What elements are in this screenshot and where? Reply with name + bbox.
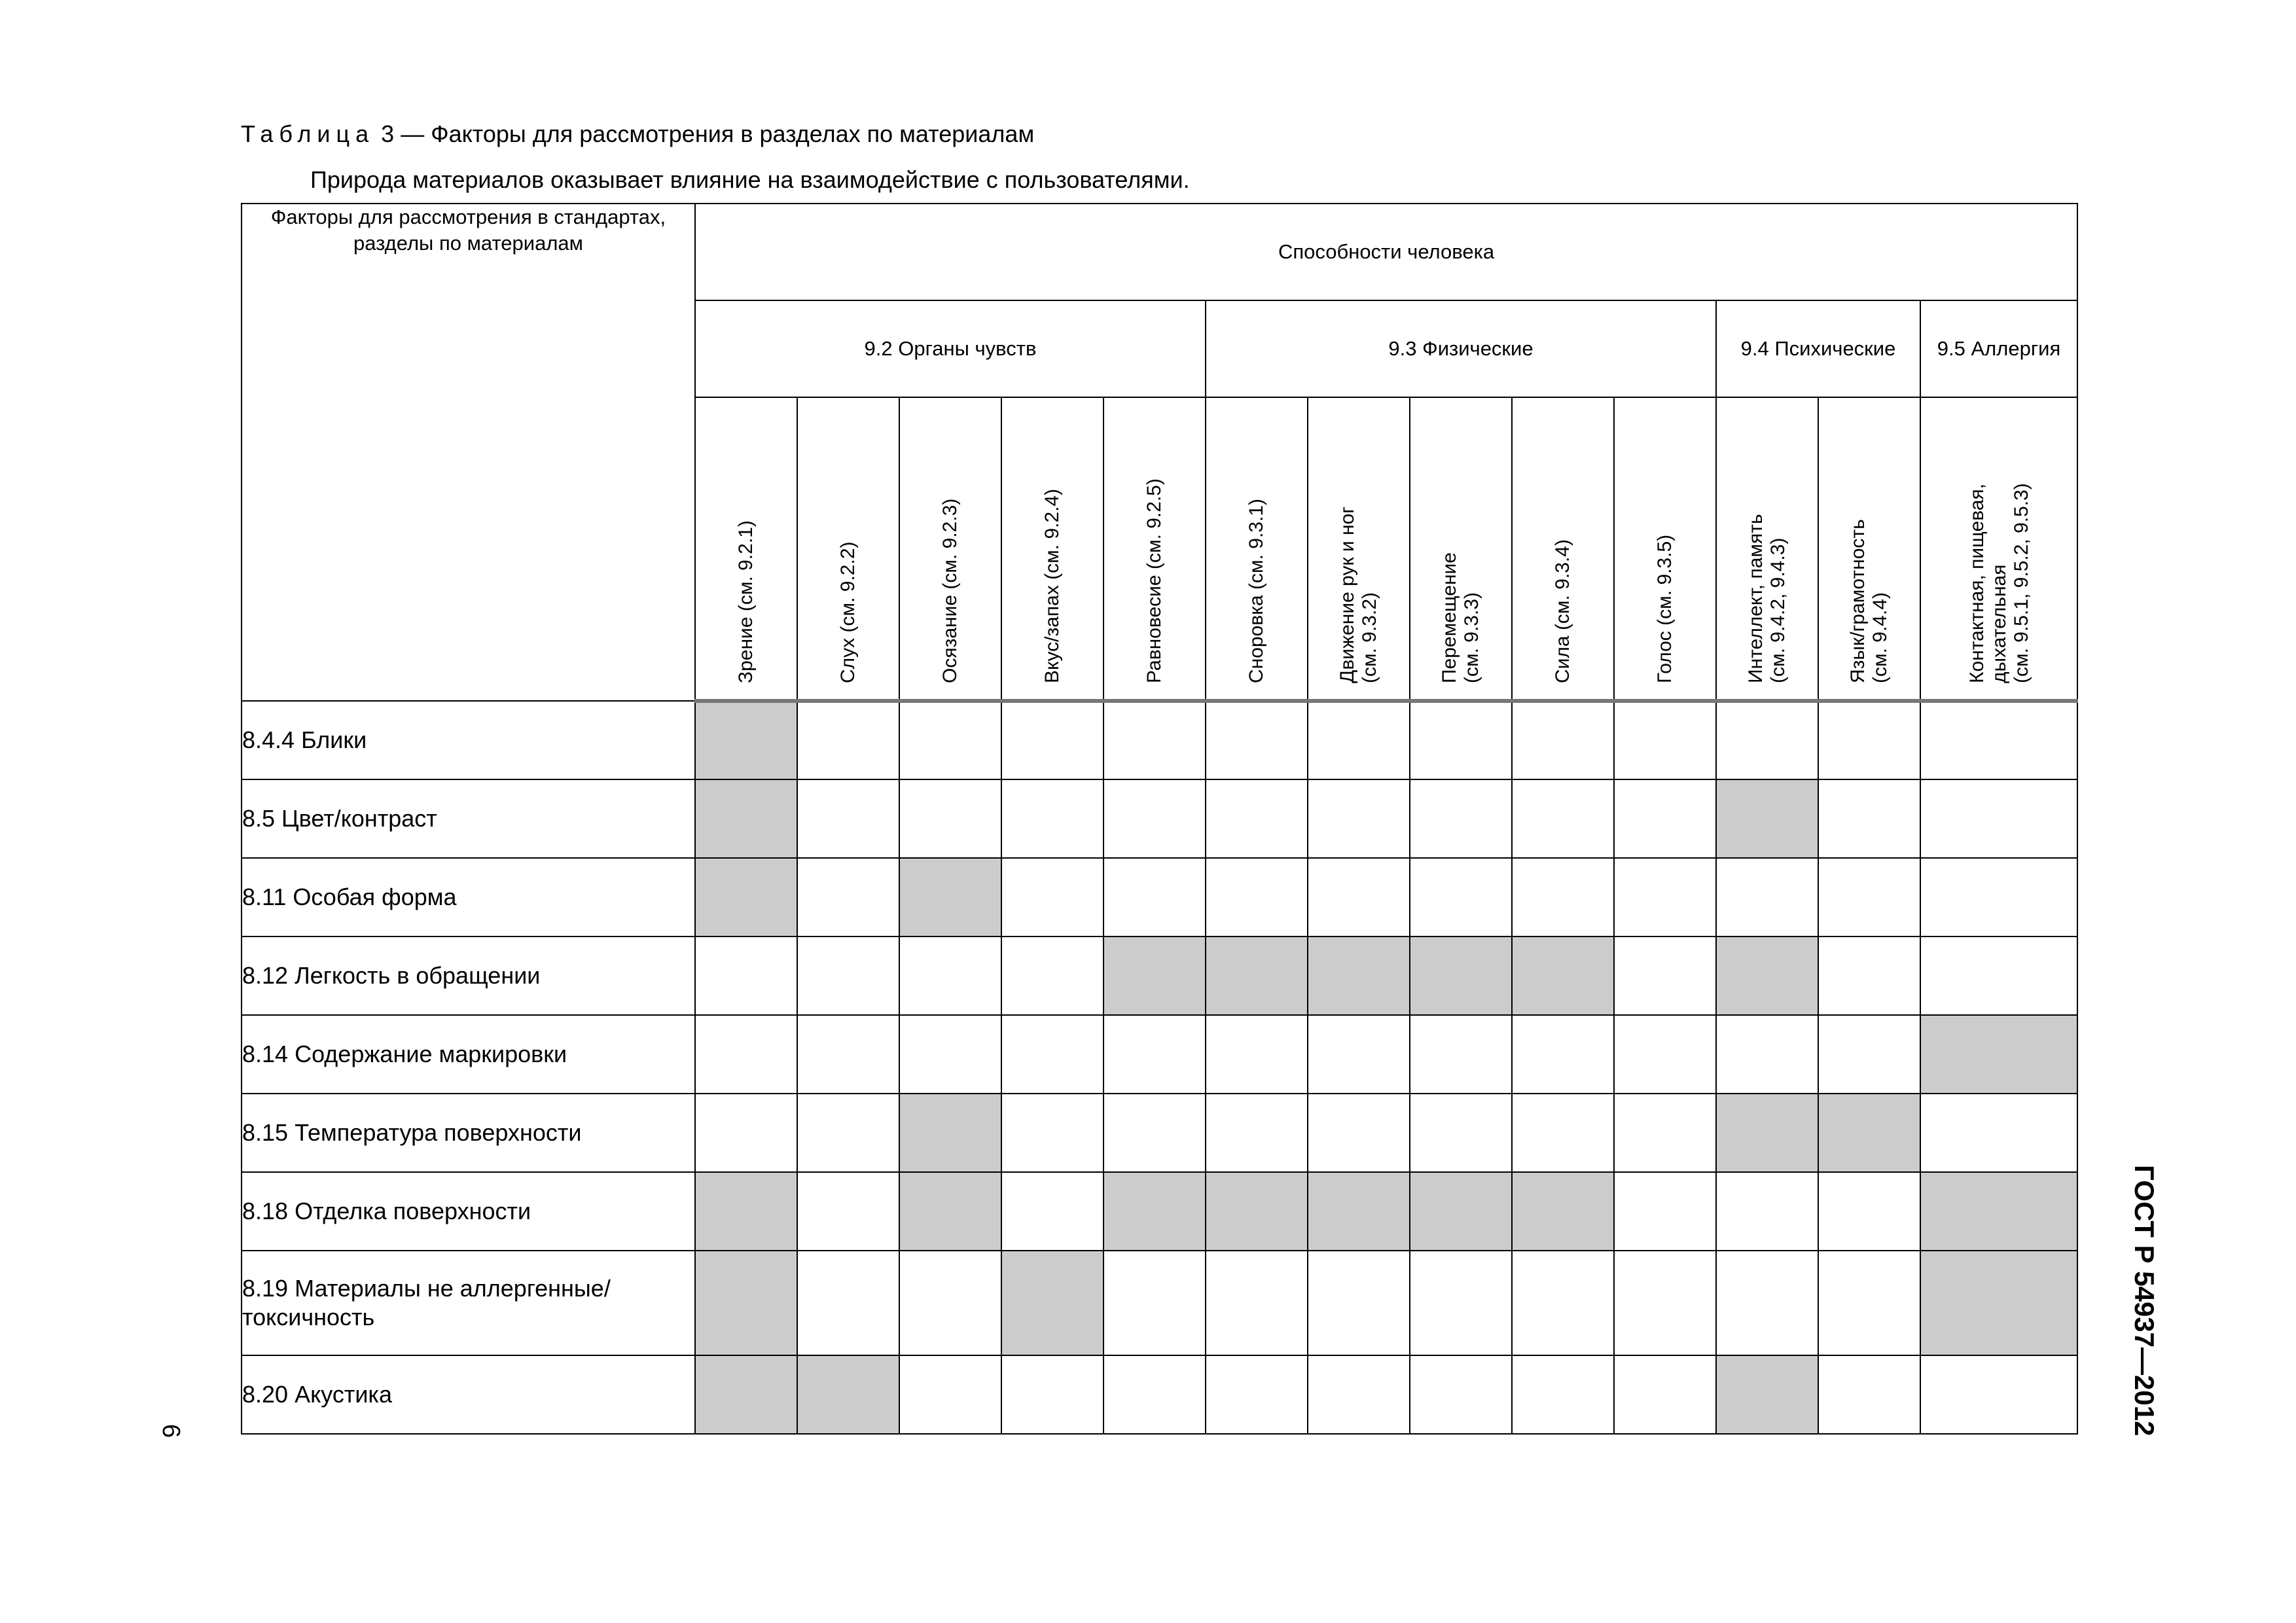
empty-cell (1614, 701, 1716, 779)
empty-cell (1308, 1094, 1410, 1172)
row-label: 8.20 Акустика (242, 1355, 695, 1434)
row-label: 8.14 Содержание маркировки (242, 1015, 695, 1094)
table-row (242, 779, 2077, 858)
shaded-cell (1410, 936, 1512, 1015)
table-caption-text: — Факторы для рассмотрения в разделах по материалам (401, 120, 1035, 147)
column-header (899, 397, 1001, 701)
column-header-text (1615, 395, 1715, 683)
table-note: Природа материалов оказывает влияние на взаимодействие с пользователями. (310, 166, 1190, 193)
empty-cell (1410, 779, 1512, 858)
empty-cell (1920, 701, 2077, 779)
table-row (242, 1094, 2077, 1172)
shaded-cell (797, 1355, 899, 1434)
column-header (1614, 397, 1716, 701)
shaded-cell (899, 858, 1001, 936)
shaded-cell (1716, 779, 1818, 858)
row-label: 8.11 Особая форма (242, 858, 695, 936)
table-row (242, 936, 2077, 1015)
empty-cell (1716, 701, 1818, 779)
empty-cell (1410, 858, 1512, 936)
column-header-text (1002, 395, 1103, 683)
column-header-text (1717, 395, 1818, 683)
column-header-text (1308, 395, 1409, 683)
empty-cell (1308, 1355, 1410, 1434)
column-header (1206, 397, 1308, 701)
empty-cell (1206, 1094, 1308, 1172)
empty-cell (1716, 1015, 1818, 1094)
row-label: 8.4.4 Блики (242, 701, 695, 779)
column-header-line: (см. 9.4.2, 9.4.3) (1767, 537, 1789, 683)
factors-table (241, 203, 2078, 1435)
empty-cell (1716, 1251, 1818, 1355)
column-header-text (798, 395, 899, 683)
empty-cell (797, 1172, 899, 1251)
shaded-cell (1920, 1172, 2077, 1251)
empty-cell (1920, 858, 2077, 936)
shaded-cell (899, 1172, 1001, 1251)
column-header-line: (см. 9.3.3) (1461, 592, 1482, 683)
empty-cell (1206, 1355, 1308, 1434)
empty-cell (1920, 1094, 2077, 1172)
column-header-line: Зрение (см. 9.2.1) (735, 520, 757, 683)
shaded-cell (1818, 1094, 1920, 1172)
empty-cell (695, 1015, 797, 1094)
empty-cell (1818, 1172, 1920, 1251)
shaded-cell (695, 1251, 797, 1355)
row-label: 8.5 Цвет/контраст (242, 779, 695, 858)
column-header-line: Равновесие (см. 9.2.5) (1143, 478, 1165, 683)
shaded-cell (1512, 936, 1614, 1015)
shaded-cell (1410, 1172, 1512, 1251)
shaded-cell (1103, 1172, 1206, 1251)
shaded-cell (695, 701, 797, 779)
column-header-line: Язык/грамотность (1847, 519, 1869, 683)
empty-cell (1818, 1015, 1920, 1094)
table-row (242, 1015, 2077, 1094)
column-header-line: Вкус/запах (см. 9.2.4) (1041, 488, 1063, 683)
column-header-text (900, 395, 1001, 683)
column-header-line: (см. 9.4.4) (1869, 592, 1891, 683)
empty-cell (1103, 779, 1206, 858)
column-header-line: дыхательная (1988, 564, 2010, 683)
empty-cell (899, 1355, 1001, 1434)
shaded-cell (1920, 1251, 2077, 1355)
shaded-cell (695, 779, 797, 858)
table-caption (241, 120, 1034, 148)
empty-cell (1512, 858, 1614, 936)
shaded-cell (695, 858, 797, 936)
column-header-line: Интеллект, память (1745, 514, 1767, 683)
empty-cell (1206, 1015, 1308, 1094)
empty-cell (1818, 1355, 1920, 1434)
column-header (1920, 397, 2077, 701)
empty-cell (1206, 779, 1308, 858)
empty-cell (1818, 701, 1920, 779)
abilities-header: Способности человека (695, 204, 2077, 300)
empty-cell (1308, 1251, 1410, 1355)
shaded-cell (1206, 936, 1308, 1015)
empty-cell (1614, 936, 1716, 1015)
empty-cell (1001, 1094, 1103, 1172)
column-header (1103, 397, 1206, 701)
empty-cell (899, 1251, 1001, 1355)
column-header-line: Сноровка (см. 9.3.1) (1246, 498, 1267, 683)
table-row (242, 1355, 2077, 1434)
column-header-text (1921, 395, 2078, 683)
empty-cell (1410, 1355, 1512, 1434)
empty-cell (899, 779, 1001, 858)
empty-cell (1308, 1015, 1410, 1094)
empty-cell (797, 1094, 899, 1172)
row-label: 8.15 Температура поверхности (242, 1094, 695, 1172)
empty-cell (1308, 858, 1410, 936)
column-header-line: (см. 9.5.1, 9.5.2, 9.5.3) (2011, 483, 2032, 683)
standard-code: ГОСТ Р 54937—2012 (2129, 1165, 2160, 1436)
column-header (1716, 397, 1818, 701)
empty-cell (797, 701, 899, 779)
empty-cell (1206, 858, 1308, 936)
shaded-cell (695, 1355, 797, 1434)
column-header (1818, 397, 1920, 701)
shaded-cell (1920, 1015, 2077, 1094)
shaded-cell (695, 1172, 797, 1251)
column-header (1308, 397, 1410, 701)
empty-cell (1818, 1251, 1920, 1355)
empty-cell (1308, 779, 1410, 858)
empty-cell (1410, 1015, 1512, 1094)
empty-cell (1103, 701, 1206, 779)
empty-cell (1614, 1172, 1716, 1251)
empty-cell (1512, 1094, 1614, 1172)
empty-cell (1614, 1094, 1716, 1172)
column-header-text (1104, 395, 1205, 683)
table-row (242, 701, 2077, 779)
empty-cell (1614, 1355, 1716, 1434)
shaded-cell (1308, 1172, 1410, 1251)
empty-cell (1103, 1094, 1206, 1172)
column-header-line: (см. 9.3.2) (1359, 592, 1380, 683)
empty-cell (1920, 936, 2077, 1015)
empty-cell (1103, 1251, 1206, 1355)
column-header (695, 397, 797, 701)
table-caption-prefix: Таблица (241, 120, 375, 147)
column-header-line: Перемещение (1439, 552, 1460, 683)
shaded-cell (1001, 1251, 1103, 1355)
empty-cell (1614, 1251, 1716, 1355)
table-caption-number: 3 (381, 120, 395, 147)
factors-table-container (241, 203, 2074, 1430)
column-header-text (1410, 395, 1511, 683)
table-row (242, 858, 2077, 936)
column-header-text (1206, 395, 1307, 683)
empty-cell (1512, 1251, 1614, 1355)
empty-cell (1103, 1355, 1206, 1434)
column-header (1001, 397, 1103, 701)
empty-cell (797, 858, 899, 936)
shaded-cell (1716, 936, 1818, 1015)
empty-cell (695, 1094, 797, 1172)
empty-cell (1410, 701, 1512, 779)
empty-cell (1818, 779, 1920, 858)
column-header-text (1513, 395, 1613, 683)
empty-cell (1920, 1355, 2077, 1434)
column-header-line: Движение рук и ног (1336, 506, 1358, 683)
empty-cell (797, 936, 899, 1015)
empty-cell (1410, 1094, 1512, 1172)
column-header-line: Контактная, пищевая, (1966, 483, 1988, 683)
column-header-text (1819, 395, 1920, 683)
empty-cell (1001, 936, 1103, 1015)
shaded-cell (1308, 936, 1410, 1015)
empty-cell (1103, 858, 1206, 936)
shaded-cell (1103, 936, 1206, 1015)
table-row (242, 1251, 2077, 1355)
empty-cell (1716, 1172, 1818, 1251)
shaded-cell (1716, 1355, 1818, 1434)
empty-cell (899, 936, 1001, 1015)
row-label: 8.12 Легкость в обращении (242, 936, 695, 1015)
empty-cell (1001, 1015, 1103, 1094)
shaded-cell (899, 1094, 1001, 1172)
factor-header: Факторы для рассмотрения в стандартах, разделы по материалам (242, 204, 695, 701)
page-number: 6 (157, 1424, 185, 1438)
empty-cell (695, 936, 797, 1015)
empty-cell (1614, 1015, 1716, 1094)
empty-cell (1512, 701, 1614, 779)
empty-cell (1716, 858, 1818, 936)
column-header-line: Сила (см. 9.3.4) (1552, 539, 1573, 683)
column-header-line: Осязание (см. 9.2.3) (939, 498, 961, 683)
column-header-line: Голос (см. 9.3.5) (1654, 534, 1676, 683)
empty-cell (1410, 1251, 1512, 1355)
shaded-cell (1512, 1172, 1614, 1251)
empty-cell (1512, 1015, 1614, 1094)
group-header: 9.2 Органы чувств (695, 300, 1206, 397)
empty-cell (797, 1251, 899, 1355)
empty-cell (1614, 858, 1716, 936)
shaded-cell (1716, 1094, 1818, 1172)
empty-cell (1001, 1172, 1103, 1251)
empty-cell (1206, 701, 1308, 779)
empty-cell (1001, 701, 1103, 779)
row-label: 8.18 Отделка поверхности (242, 1172, 695, 1251)
empty-cell (1001, 779, 1103, 858)
column-header (1410, 397, 1512, 701)
empty-cell (1001, 1355, 1103, 1434)
shaded-cell (1206, 1172, 1308, 1251)
column-header-line: Слух (см. 9.2.2) (837, 541, 859, 683)
column-header-text (696, 395, 797, 683)
group-header: 9.3 Физические (1206, 300, 1716, 397)
empty-cell (1001, 858, 1103, 936)
empty-cell (1614, 779, 1716, 858)
group-header: 9.5 Аллергия (1920, 300, 2077, 397)
empty-cell (1103, 1015, 1206, 1094)
table-row (242, 1172, 2077, 1251)
empty-cell (899, 1015, 1001, 1094)
empty-cell (899, 701, 1001, 779)
empty-cell (1818, 936, 1920, 1015)
empty-cell (1512, 1355, 1614, 1434)
empty-cell (1512, 779, 1614, 858)
empty-cell (797, 779, 899, 858)
empty-cell (1308, 701, 1410, 779)
row-label: 8.19 Материалы не аллергенные/ токсичность (242, 1251, 695, 1355)
empty-cell (1920, 779, 2077, 858)
column-header (1512, 397, 1614, 701)
group-header: 9.4 Психические (1716, 300, 1920, 397)
empty-cell (797, 1015, 899, 1094)
column-header (797, 397, 899, 701)
empty-cell (1818, 858, 1920, 936)
empty-cell (1206, 1251, 1308, 1355)
